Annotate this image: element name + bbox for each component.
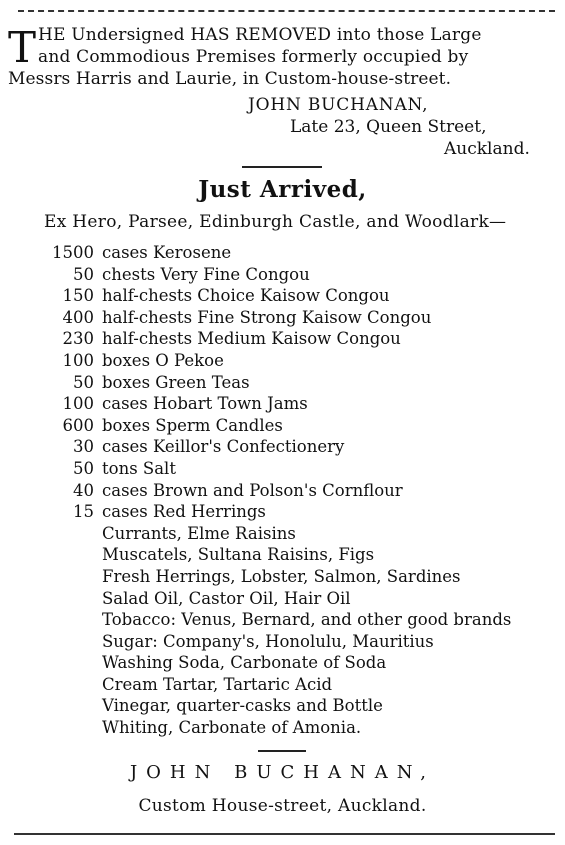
item-description: Tobacco: Venus, Bernard, and other good brands: [102, 610, 512, 630]
item-description: Muscatels, Sultana Raisins, Figs: [102, 545, 375, 565]
advert-heading: Just Arrived,: [198, 176, 367, 203]
item-description: Whiting, Carbonate of Amonia.: [102, 718, 362, 738]
drop-cap: T: [8, 23, 37, 72]
item-description: cases Hobart Town Jams: [102, 394, 308, 414]
list-item: [40, 523, 511, 545]
list-item: [40, 415, 511, 437]
list-item: [40, 674, 511, 696]
item-quantity: 230: [62, 329, 94, 349]
item-description: cases Keillor's Confectionery: [102, 437, 345, 457]
item-description: Sugar: Company's, Honolulu, Mauritius: [102, 631, 434, 651]
item-quantity: 50: [73, 458, 94, 478]
list-item: [40, 307, 511, 329]
item-description: Vinegar, quarter-casks and Bottle: [102, 696, 383, 716]
item-description: Salad Oil, Castor Oil, Hair Oil: [102, 588, 351, 608]
bottom-rule: [14, 833, 555, 835]
item-quantity: 600: [62, 415, 94, 435]
notice-line-2: and Commodious Premises formerly occupied by: [38, 47, 469, 67]
item-description: boxes Green Teas: [102, 372, 250, 392]
signature-city: Auckland.: [444, 139, 530, 159]
item-description: half-chests Choice Kaisow Congou: [102, 286, 390, 306]
list-item: [40, 609, 511, 631]
item-description: boxes O Pekoe: [102, 350, 224, 370]
list-item: [40, 588, 511, 610]
item-quantity: 1500: [52, 243, 94, 262]
list-item: [40, 544, 511, 566]
list-item: [40, 264, 511, 286]
item-description: cases Red Herrings: [102, 502, 266, 522]
item-quantity: 15: [73, 502, 94, 522]
footer-divider: [258, 750, 306, 752]
item-description: half-chests Medium Kaisow Congou: [102, 329, 401, 349]
item-description: boxes Sperm Candles: [102, 415, 283, 435]
item-description: tons Salt: [102, 458, 176, 478]
item-description: cases Kerosene: [102, 243, 232, 262]
item-description: Fresh Herrings, Lobster, Salmon, Sardines: [102, 566, 461, 586]
item-description: Cream Tartar, Tartaric Acid: [102, 674, 333, 694]
item-quantity: 100: [62, 394, 94, 414]
advert-subheading: Ex Hero, Parsee, Edinburgh Castle, and Woodlark—: [44, 212, 507, 232]
list-item: [40, 501, 511, 523]
list-item: [40, 242, 511, 264]
list-item: [40, 652, 511, 674]
section-divider: [242, 166, 322, 168]
top-dashed-rule: [18, 10, 555, 12]
item-description: Washing Soda, Carbonate of Soda: [102, 653, 387, 673]
item-description: Currants, Elme Raisins: [102, 523, 296, 543]
notice-line-1: HE Undersigned HAS REMOVED into those Large: [38, 25, 482, 45]
list-item: [40, 695, 511, 717]
item-description: cases Brown and Polson's Cornflour: [102, 480, 403, 500]
item-quantity: 100: [62, 350, 94, 370]
item-description: chests Very Fine Congou: [102, 264, 310, 284]
list-item: [40, 393, 511, 415]
item-description: half-chests Fine Strong Kaisow Congou: [102, 307, 432, 327]
item-quantity: 50: [73, 372, 94, 392]
item-quantity: 50: [73, 264, 94, 284]
item-quantity: 400: [62, 307, 94, 327]
list-item: [40, 350, 511, 372]
list-item: [40, 458, 511, 480]
list-item: [40, 285, 511, 307]
signature-name: JOHN BUCHANAN,: [248, 95, 429, 115]
list-item: [40, 436, 511, 458]
item-quantity: 30: [73, 437, 94, 457]
item-quantity: 40: [73, 480, 94, 500]
list-item: [40, 372, 511, 394]
footer-address: Custom House-street, Auckland.: [138, 796, 427, 816]
goods-list: [40, 242, 511, 739]
signature-address: Late 23, Queen Street,: [290, 117, 487, 137]
list-item: [40, 717, 511, 739]
notice-line-3: Messrs Harris and Laurie, in Custom-house-street.: [8, 69, 452, 89]
list-item: [40, 328, 511, 350]
item-quantity: 150: [62, 286, 94, 306]
footer-merchant-name: JOHN BUCHANAN,: [129, 762, 436, 783]
list-item: [40, 566, 511, 588]
list-item: [40, 480, 511, 502]
list-item: [40, 631, 511, 653]
